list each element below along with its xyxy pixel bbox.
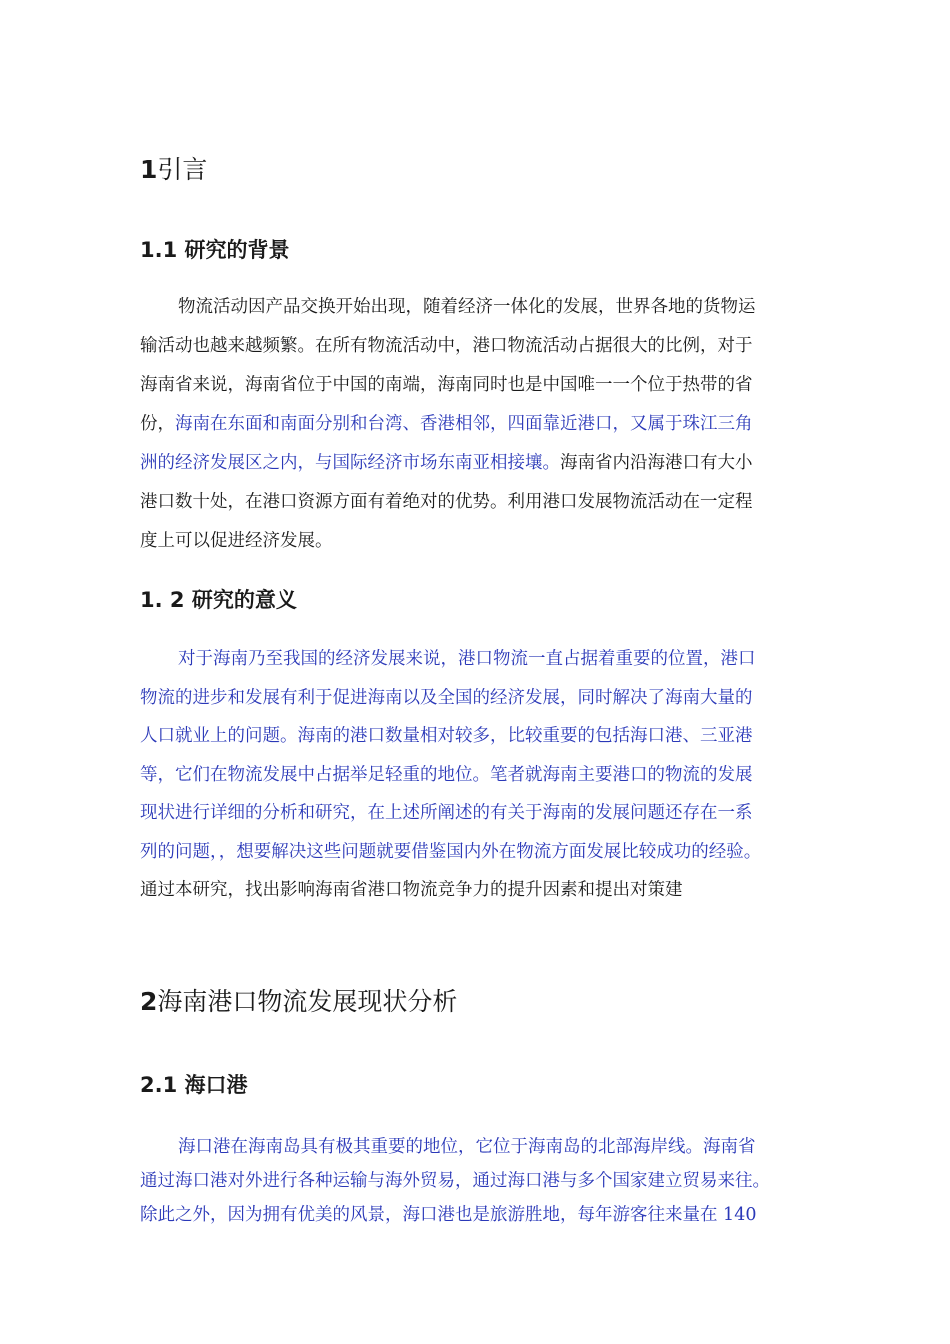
text-run: 海南省来说，海南省位于中国的南端，海南同时也是中国唯一一个位于热带的省 [140,375,753,395]
text-run: 通过海口港对外进行各种运输与海外贸易，通过海口港与多个国家建立贸易来往。 [140,1171,770,1191]
text-run: 等，它们在物流发展中占据举足轻重的地位。笔者就海南主要港口的物流的发展 [140,764,753,785]
paragraph-line [178,299,756,317]
section-2-title: 海南港口物流发展现状分析 [157,987,458,1016]
paragraph-line [140,494,753,512]
section-1-heading [140,150,207,186]
text-run: 现状进行详细的分析和研究，在上述所阐述的有关于海南的发展问题还存在一系 [140,803,753,823]
text-run: 度上可以促进经济发展。 [140,531,333,551]
text-run: 输活动也越来越频繁。在所有物流活动中，港口物流活动占据很大的比例，对于 [140,336,753,356]
paragraph-line [140,455,753,473]
section-1-number: 1 [140,155,158,184]
paragraph-line [140,338,753,356]
subsection-1-1-heading: 1.1 研究的背景 [140,238,290,262]
paragraph-line [140,533,333,551]
paragraph-line [178,1139,756,1157]
text-run: 除此之外，因为拥有优美的风景，海口港也是旅游胜地，每年游客往来量在 140 [140,1205,757,1225]
paragraph-line [140,1207,756,1225]
section-1-title: 引言 [157,155,208,184]
paragraph-line [140,882,683,900]
paragraph-line [140,687,753,708]
paragraph-line [140,841,762,862]
text-run: 海南在东面和南面分别和台湾、香港相邻，四面靠近港口，又属于珠江三角 [175,414,753,434]
paragraph-line [140,377,753,395]
text-run: 人口就业上的问题。海南的港口数量相对较多，比较重要的包括海口港、三亚港 [140,726,753,746]
text-run: 港口数十处，在港口资源方面有着绝对的优势。利用港口发展物流活动在一定程 [140,492,753,512]
text-run: 通过本研究，找出影响海南省港口物流竞争力的提升因素和提出对策建 [140,880,683,900]
paragraph-line [140,728,753,746]
subsection-2-1-heading: 2.1 海口港 [140,1073,248,1097]
paragraph-line [140,1173,770,1191]
section-2-number: 2 [140,987,158,1016]
text-run: 列的问题，，想要解决这些问题就要借鉴国内外在物流方面发展比较成功的经验。 [140,841,762,862]
text-run: 洲的经济发展区之内，与国际经济市场东南亚相接壤。 [140,453,560,473]
paragraph-line [140,805,753,823]
text-run: 物流的进步和发展有利于促进海南以及全国的经济发展，同时解决了海南大量的 [140,687,753,708]
text-run: 海口港在海南岛具有极其重要的地位，它位于海南岛的北部海岸线。海南省 [178,1137,756,1157]
paragraph-line [140,416,753,434]
text-run: 对于海南乃至我国的经济发展来说，港口物流一直占据着重要的位置，港口 [178,649,756,669]
text-run: 物流活动因产品交换开始出现，随着经济一体化的发展，世界各地的货物运 [178,297,756,317]
section-2-heading [140,982,457,1018]
paragraph-line [178,651,756,669]
subsection-1-2-heading: 1. 2 研究的意义 [140,588,297,612]
text-run: 份， [140,414,175,434]
text-run: 海南省内沿海港口有大小 [560,453,753,473]
paragraph-line [140,764,753,785]
